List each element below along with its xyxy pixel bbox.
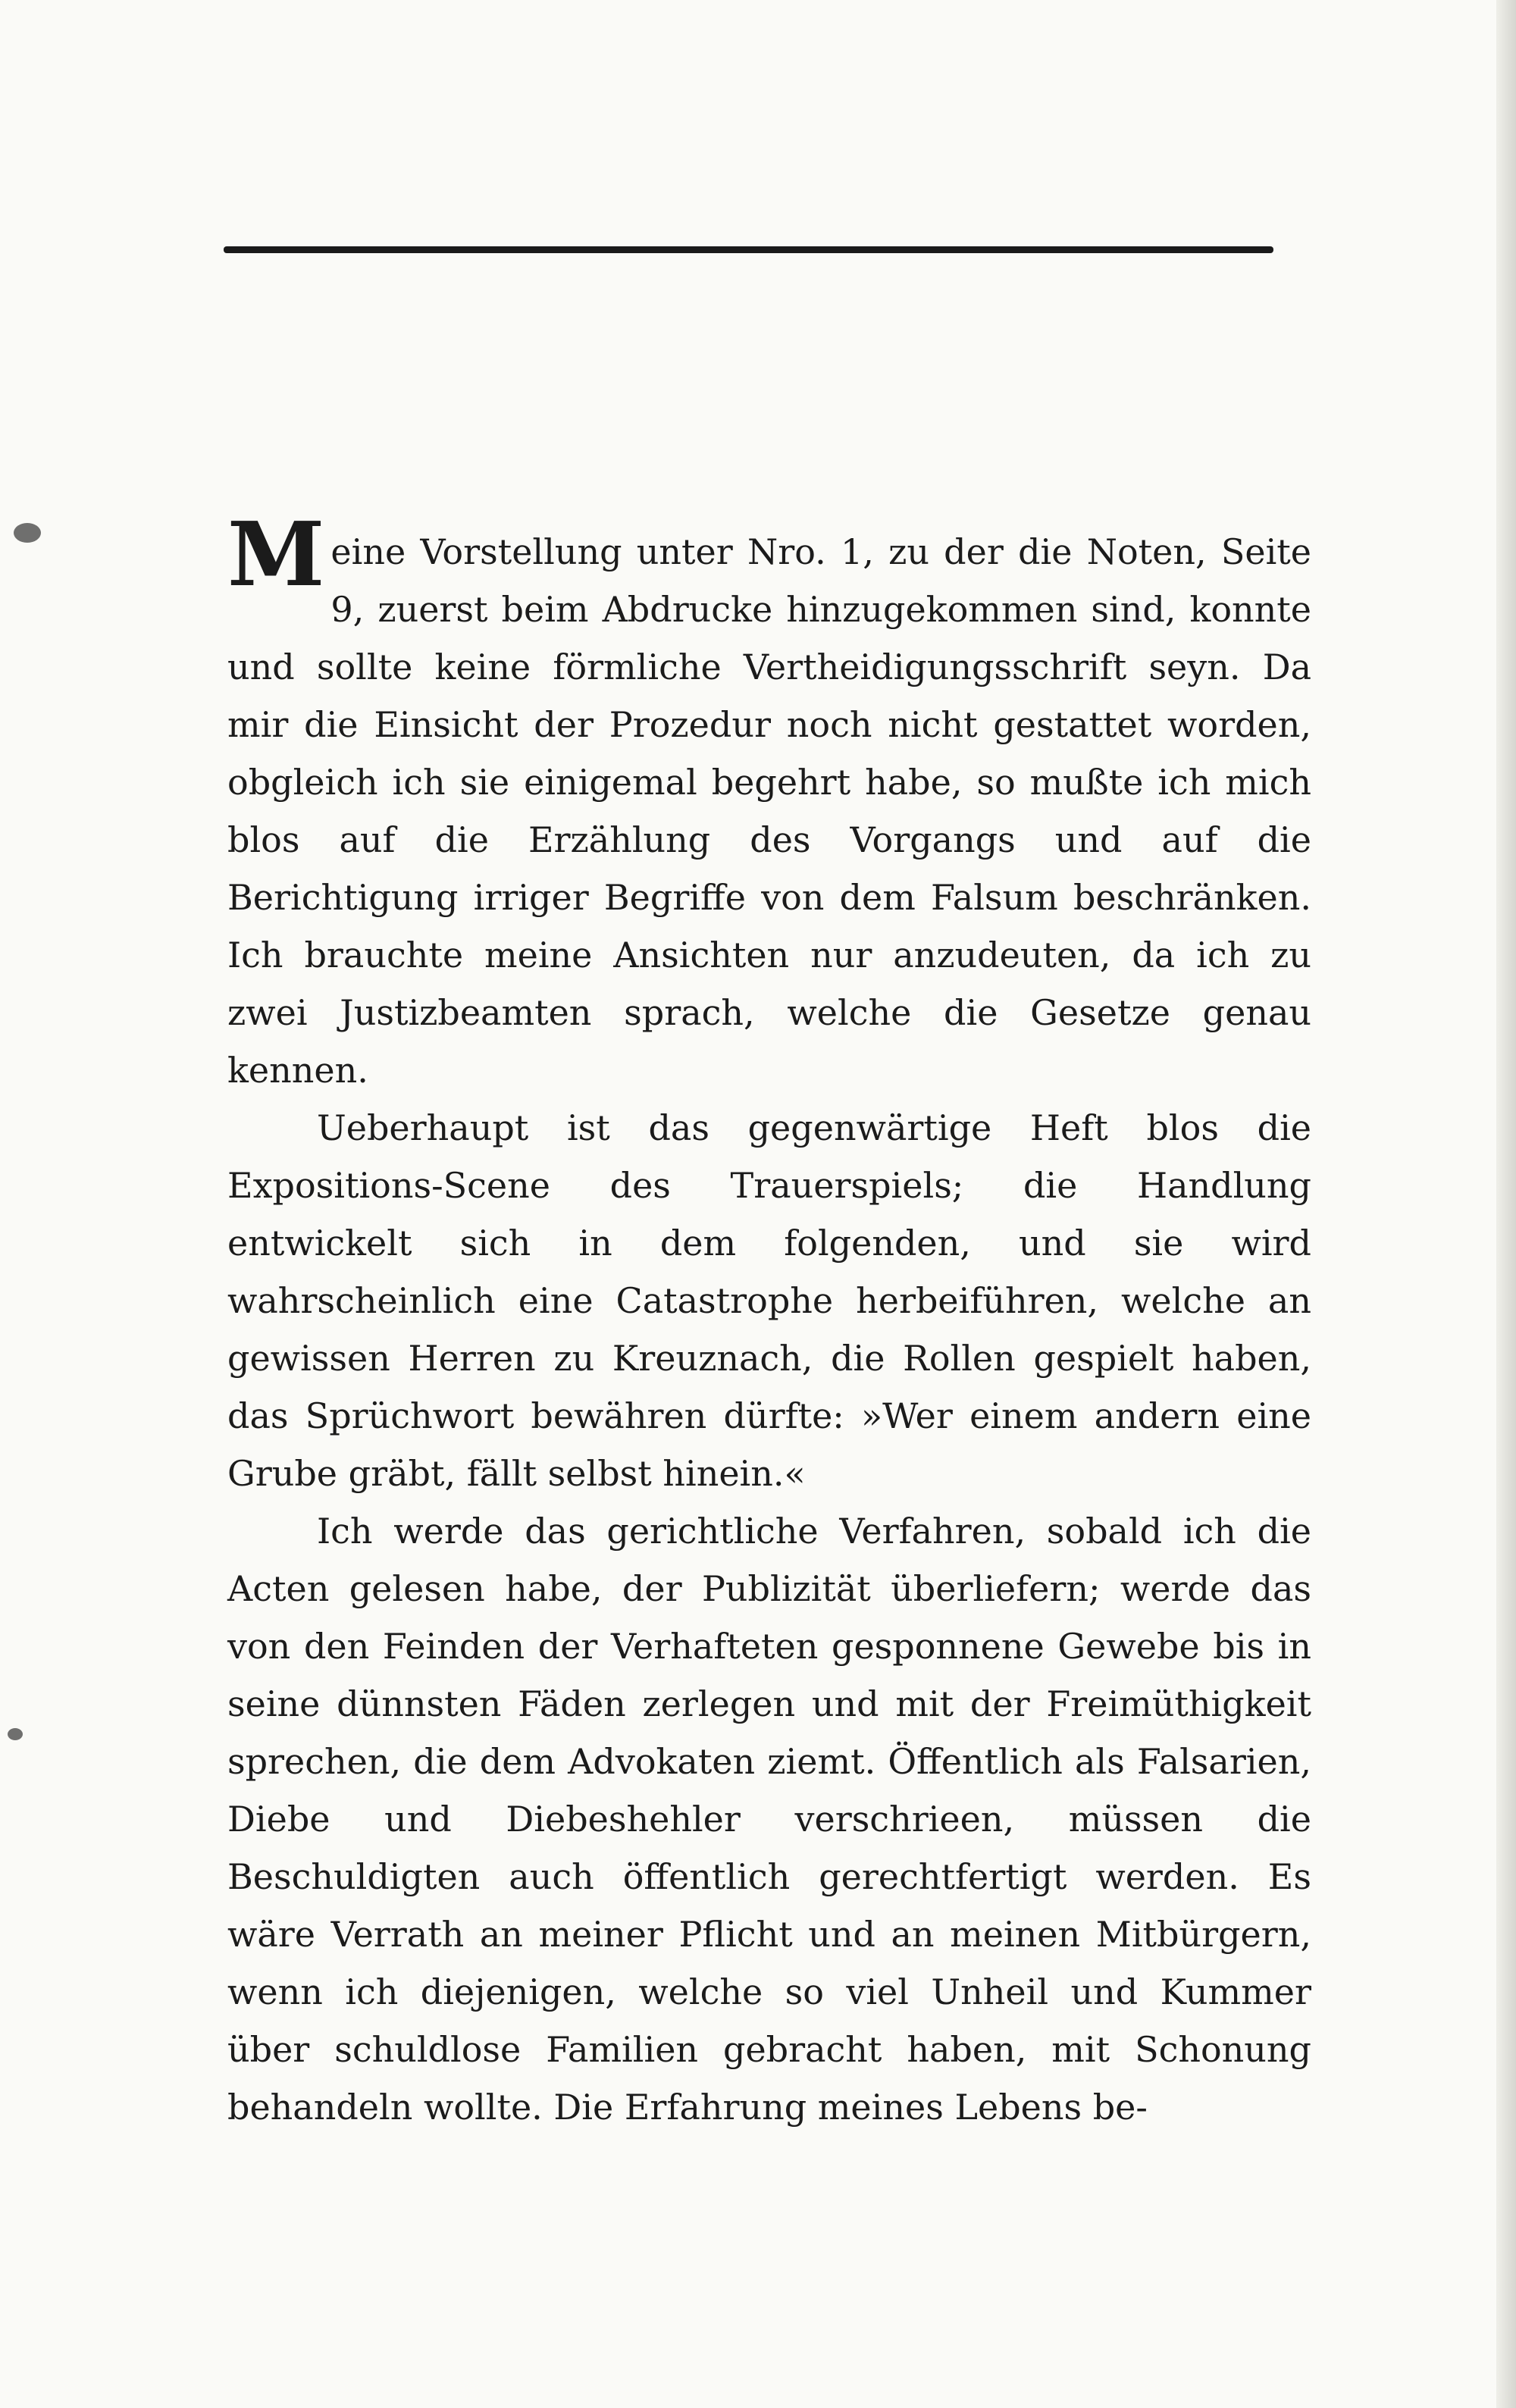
paragraph-2: Ueberhaupt ist das gegenwärtige Heft blos die Expositions-Scene des Trauerspiels; die Handlung entwickelt sich in dem folgenden, und sie wird wahrscheinlich eine Catastrophe herbeiführen, welche an gewissen Herren zu Kreuznach, die Rollen gespielt haben, das Sprüchwort bewähren dürfte: »Wer einem andern eine Grube gräbt, fällt selbst hinein.« xyxy=(227,1107,1311,1494)
body-text xyxy=(227,503,1311,2136)
header-rule xyxy=(224,246,1273,253)
ink-spot xyxy=(14,523,41,543)
paragraph-3: Ich werde das gerichtliche Verfahren, sobald ich die Acten gelesen habe, der Publizität überliefern; werde das von den Feinden der Verhafteten gesponnene Gewebe bis in seine dünnsten Fäden zerlegen und mit der Freimüthigkeit sprechen, die dem Advokaten ziemt. Öffentlich als Falsarien, Diebe und Diebeshehler verschrieen, müssen die Beschuldigten auch öffentlich gerechtfertigt werden. Es wäre Verrath an meiner Pflicht und an meinen Mitbürgern, wenn ich diejenigen, welche so viel Unheil und Kummer über schuldlose Familien gebracht haben, mit Schonung behandeln wollte. Die Erfahrung meines Lebens be- xyxy=(227,1511,1311,2128)
drop-cap: M xyxy=(227,503,325,606)
paragraph-1-text: eine Vorstellung unter Nro. 1, zu der die Noten, Seite 9, zuerst beim Abdrucke hinzugekommen sind, konnte und sollte keine förmliche Vertheidigungsschrift seyn. Da mir die Einsicht der Prozedur noch nicht gestattet worden, obgleich ich sie einigemal begehrt habe, so mußte ich mich blos auf die Erzählung des Vorgangs und auf die Berichtigung irriger Begriffe von dem Falsum beschränken. Ich brauchte meine Ansichten nur anzudeuten, da ich zu zwei Justizbeamten sprach, welche die Gesetze genau kennen. xyxy=(227,531,1311,1091)
ink-spot xyxy=(8,1728,23,1740)
page-edge xyxy=(1496,0,1516,2408)
paragraph-1 xyxy=(227,503,1311,1099)
